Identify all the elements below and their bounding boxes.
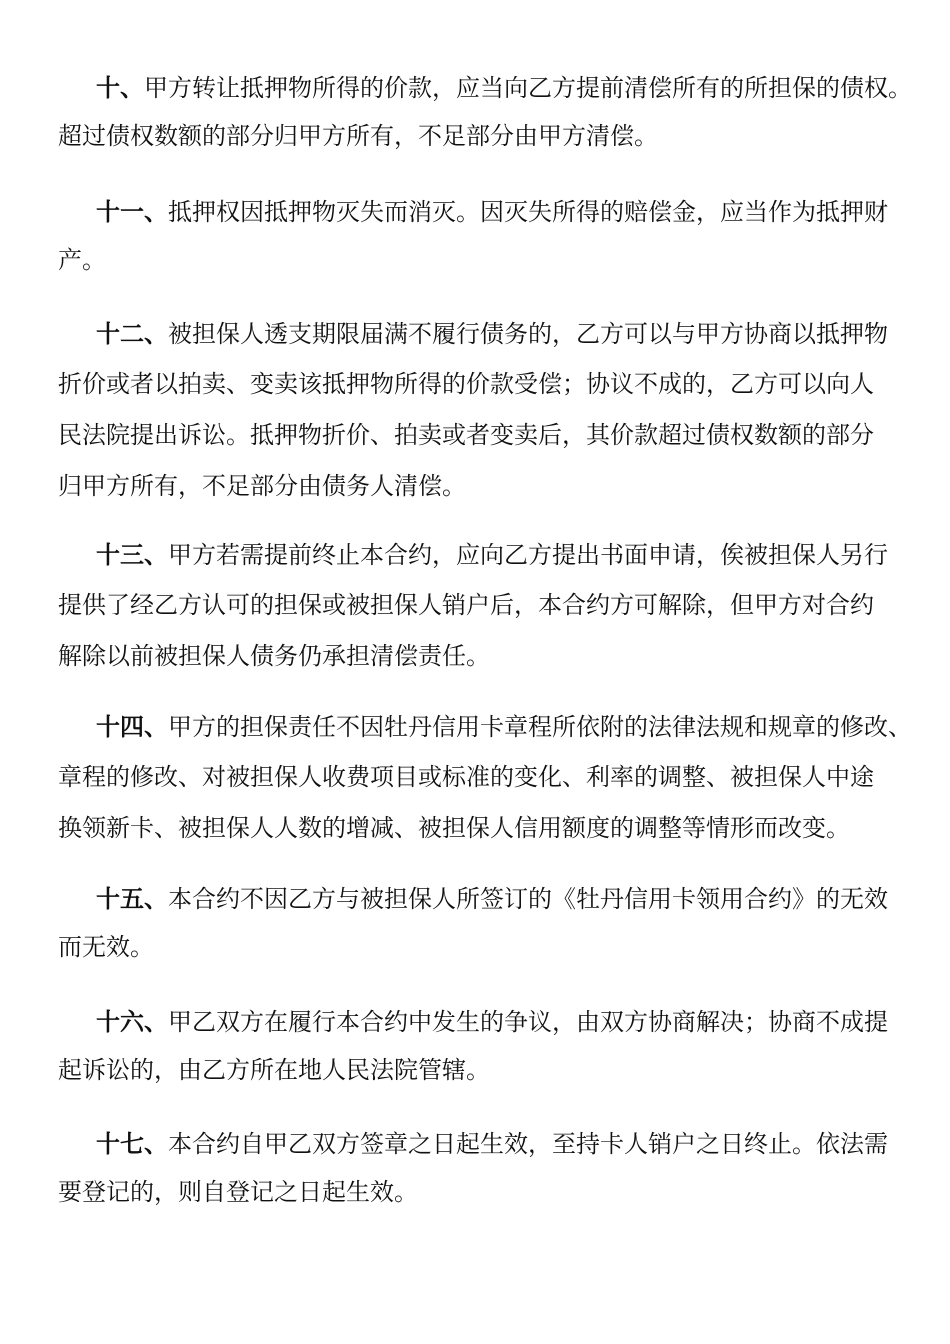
clause-number: 十四、 [96,712,168,741]
clause-number: 十三、 [96,540,168,569]
clause-line: 而无效。 [58,933,154,961]
clause-line [96,1130,888,1158]
clause-line [96,1008,888,1036]
clause-line [96,541,888,569]
clause-line [96,198,888,226]
clause-line: 起诉讼的，由乙方所在地人民法院管辖。 [58,1056,490,1084]
clause-11 [58,198,918,288]
clause-17 [58,1130,918,1220]
clause-text: 本合约自甲乙双方签章之日起生效，至持卡人销户之日终止。依法需 [168,1130,888,1158]
clause-text: 抵押权因抵押物灭失而消灭。因灭失所得的赔偿金，应当作为抵押财 [168,198,888,226]
clause-13 [58,541,918,691]
clause-line: 超过债权数额的部分归甲方所有，不足部分由甲方清偿。 [58,122,658,150]
clause-text: 甲方的担保责任不因牡丹信用卡章程所依附的法律法规和规章的修改、 [168,713,912,741]
clause-15 [58,885,918,975]
clause-line: 提供了经乙方认可的担保或被担保人销户后，本合约方可解除，但甲方对合约 [58,591,874,619]
clause-number: 十六、 [96,1007,168,1036]
clause-line: 要登记的，则自登记之日起生效。 [58,1178,418,1206]
clause-line [96,320,888,348]
clause-line: 换领新卡、被担保人人数的增减、被担保人信用额度的调整等情形而改变。 [58,814,850,842]
clause-16 [58,1008,918,1098]
clause-number: 十一、 [96,197,168,226]
clause-line [96,713,912,741]
clause-14 [58,713,918,863]
clause-line [96,885,888,913]
clause-number: 十五、 [96,884,168,913]
clause-10 [58,74,918,164]
clause-number: 十、 [96,73,144,102]
clause-line: 产。 [58,246,106,274]
clause-number: 十七、 [96,1129,168,1158]
clause-text: 本合约不因乙方与被担保人所签订的《牡丹信用卡领用合约》的无效 [168,885,888,913]
clause-text: 甲乙双方在履行本合约中发生的争议，由双方协商解决；协商不成提 [168,1008,888,1036]
clause-number: 十二、 [96,319,168,348]
clause-line: 章程的修改、对被担保人收费项目或标准的变化、利率的调整、被担保人中途 [58,763,874,791]
clause-text: 甲方转让抵押物所得的价款，应当向乙方提前清偿所有的所担保的债权。 [144,74,912,102]
clause-line: 折价或者以拍卖、变卖该抵押物所得的价款受偿；协议不成的，乙方可以向人 [58,370,874,398]
clause-12 [58,320,918,520]
clause-line: 解除以前被担保人债务仍承担清偿责任。 [58,642,490,670]
clause-text: 甲方若需提前终止本合约，应向乙方提出书面申请，俟被担保人另行 [168,541,888,569]
clause-line: 民法院提出诉讼。抵押物折价、拍卖或者变卖后，其价款超过债权数额的部分 [58,421,874,449]
clause-text: 被担保人透支期限届满不履行债务的，乙方可以与甲方协商以抵押物 [168,320,888,348]
clause-line [96,74,912,102]
clause-line: 归甲方所有，不足部分由债务人清偿。 [58,472,466,500]
